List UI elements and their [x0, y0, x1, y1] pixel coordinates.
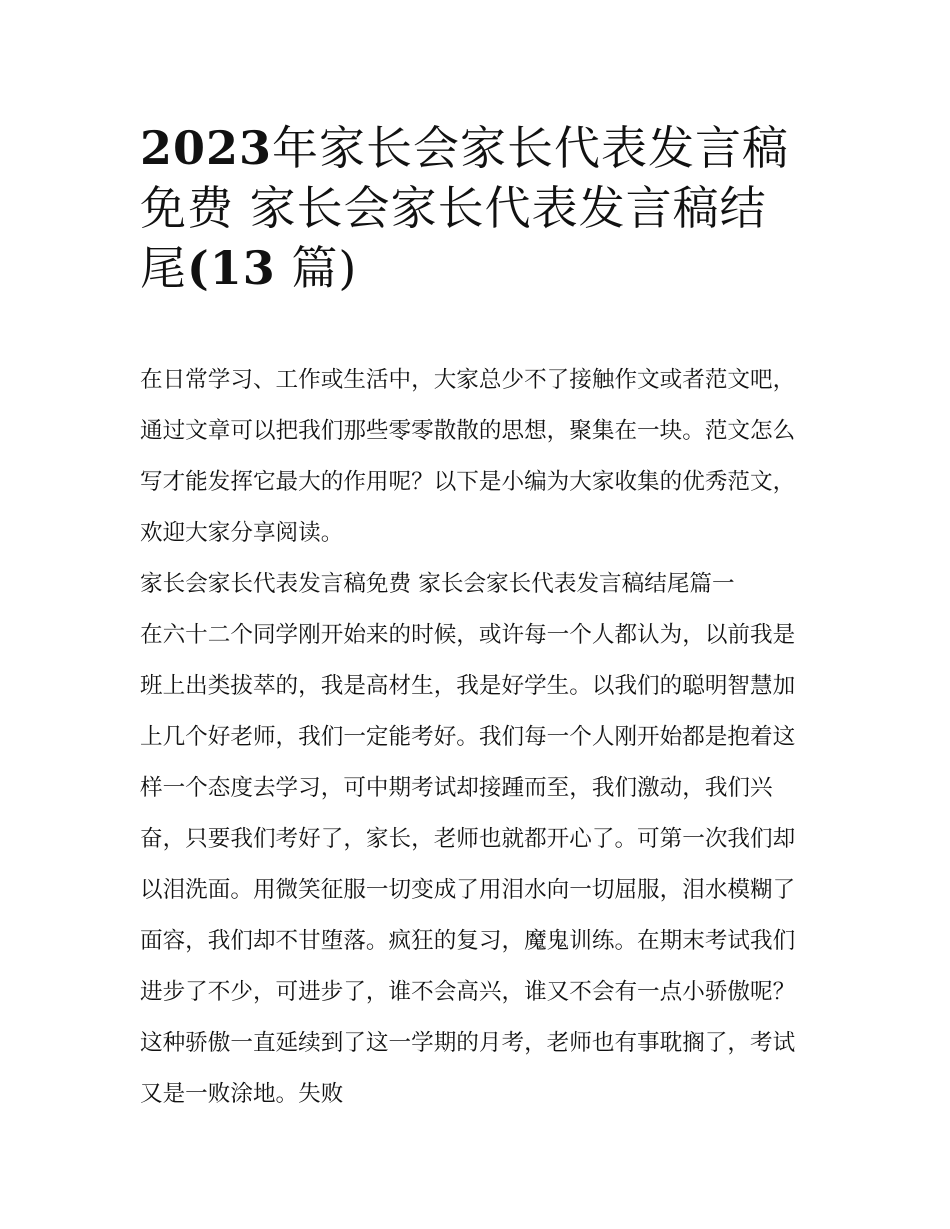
- body-paragraph: 在六十二个同学刚开始来的时候，或许每一个人都认为，以前我是班上出类拔萃的，我是高材生，我是好学生。以我们的聪明智慧加上几个好老师，我们一定能考好。我们每一个人刚开始都是抱着这样一个态度去学习，可中期考试却接踵而至，我们激动，我们兴奋，只要我们考好了，家长，老师也就都开心了。可第一次我们却以泪洗面。用微笑征服一切变成了用泪水向一切屈服，泪水模糊了面容，我们却不甘堕落。疯狂的复习，魔鬼训练。在期末考试我们进步了不少，可进步了，谁不会高兴，谁又不会有一点小骄傲呢？这种骄傲一直延续到了这一学期的月考，老师也有事耽搁了，考试又是一败涂地。失败: [140, 622, 796, 1107]
- section-heading: 家长会家长代表发言稿免费 家长会家长代表发言稿结尾篇一: [140, 571, 735, 597]
- document-body: [140, 355, 812, 1120]
- title-year: 2023: [140, 121, 273, 175]
- document-title: [140, 118, 820, 298]
- title-line-1-text: 年家长会家长代表发言稿: [272, 121, 790, 175]
- title-line-3: 尾(13 篇): [140, 241, 358, 295]
- title-line-2: 免费 家长会家长代表发言稿结: [140, 181, 767, 235]
- intro-paragraph: 在日常学习、工作或生活中，大家总少不了接触作文或者范文吧，通过文章可以把我们那些零零散散的思想，聚集在一块。范文怎么写才能发挥它最大的作用呢？以下是小编为大家收集的优秀范文，欢迎大家分享阅读。: [140, 367, 796, 546]
- title-line-1: [140, 121, 789, 175]
